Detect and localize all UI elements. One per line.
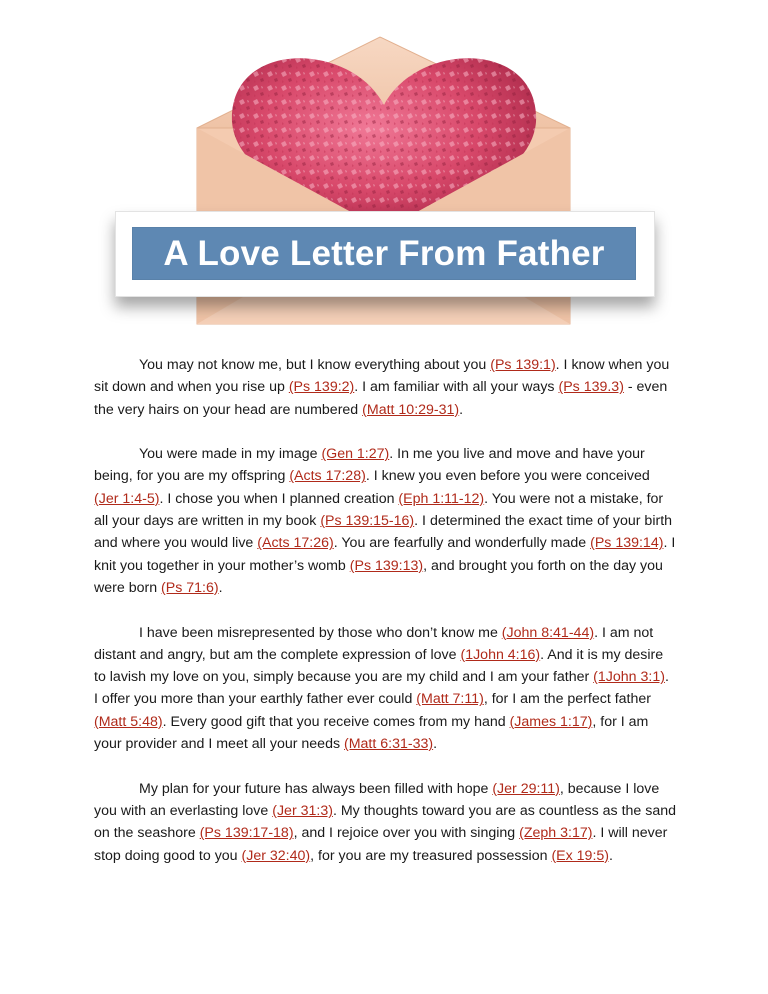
scripture-reference-link[interactable]: (Jer 32:40) bbox=[241, 847, 311, 864]
scripture-reference-link[interactable]: (Acts 17:26) bbox=[257, 535, 334, 552]
scripture-reference-link[interactable]: (Eph 1:11-12) bbox=[398, 490, 485, 507]
scripture-reference-link[interactable]: (Matt 10:29-31) bbox=[362, 401, 460, 418]
letter-text: . bbox=[433, 736, 438, 753]
letter-text: , for I am the perfect father bbox=[483, 691, 652, 708]
letter-text: . You were not a mistake, for all your days are written in my book bbox=[94, 490, 664, 530]
letter-text: - even the very hairs on your head are numbered bbox=[94, 379, 668, 418]
letter-text: . My thoughts toward you are as countless as the sand on the seashore bbox=[94, 802, 677, 842]
letter-paragraph bbox=[94, 443, 676, 599]
scripture-reference-link[interactable]: (Ps 139.3) bbox=[558, 379, 624, 396]
letter-text: . I am not distant and angry, but am the complete expression of love bbox=[94, 624, 654, 663]
letter-text: . I determined the exact time of your birth and where you would live bbox=[94, 513, 673, 552]
scripture-reference-link[interactable]: (Ps 139:14) bbox=[590, 535, 664, 552]
scripture-reference-link[interactable]: (Acts 17:28) bbox=[289, 468, 366, 485]
letter-text: . bbox=[459, 401, 464, 418]
letter-text: , and brought you forth on the day you were born bbox=[94, 557, 663, 596]
scripture-reference-link[interactable]: (Matt 5:48) bbox=[94, 713, 163, 730]
letter-body bbox=[94, 354, 676, 889]
letter-text: . bbox=[609, 847, 613, 864]
letter-text: . I am familiar with all your ways bbox=[354, 379, 559, 396]
scripture-reference-link[interactable]: (Ps 139:15-16) bbox=[320, 513, 415, 530]
scripture-reference-link[interactable]: (Matt 7:11) bbox=[416, 691, 484, 708]
letter-text: . And it is my desire to lavish my love on you, simply because you are my child and I am your father bbox=[94, 646, 664, 686]
title-banner bbox=[132, 227, 636, 280]
letter-text: You may not know me, but I know everything about you bbox=[139, 357, 491, 373]
scripture-reference-link[interactable]: (Jer 1:4-5) bbox=[94, 490, 160, 507]
letter-text: , for I am your provider and I meet all your needs bbox=[94, 713, 649, 753]
letter-text: . bbox=[218, 579, 223, 596]
scripture-reference-link[interactable]: (John 8:41-44) bbox=[501, 624, 595, 641]
letter-text: . I chose you when I planned creation bbox=[159, 490, 399, 507]
scripture-reference-link[interactable]: (Zeph 3:17) bbox=[519, 825, 593, 842]
letter-text: . I know when you sit down and when you rise up bbox=[94, 357, 670, 396]
letter-text: . In me you live and move and have your being, for you are my offspring bbox=[94, 446, 645, 485]
letter-text: My plan for your future has always been filled with hope bbox=[139, 780, 493, 797]
letter-paragraph bbox=[94, 622, 676, 756]
scripture-reference-link[interactable]: (1John 4:16) bbox=[460, 646, 541, 663]
scripture-reference-link[interactable]: (Jer 29:11) bbox=[492, 780, 560, 797]
page-title: A Love Letter From Father bbox=[163, 233, 605, 273]
letter-text: You were made in my image bbox=[139, 446, 322, 463]
scripture-reference-link[interactable]: (Ps 139:13) bbox=[349, 557, 424, 574]
scripture-reference-link[interactable]: (James 1:17) bbox=[509, 713, 593, 730]
letter-text: . I will never stop doing good to you bbox=[94, 825, 668, 864]
title-frame bbox=[115, 211, 655, 297]
letter-paragraph bbox=[94, 778, 676, 867]
letter-paragraph bbox=[94, 354, 676, 421]
scripture-reference-link[interactable]: (Ps 139:2) bbox=[288, 379, 355, 396]
scripture-reference-link[interactable]: (Jer 31:3) bbox=[272, 802, 333, 819]
letter-text: , and I rejoice over you with singing bbox=[293, 825, 520, 842]
scripture-reference-link[interactable]: (Ps 139:1) bbox=[490, 357, 556, 373]
scripture-reference-link[interactable]: (Matt 6:31-33) bbox=[344, 736, 434, 753]
letter-text: . Every good gift that you receive comes from my hand bbox=[162, 713, 510, 730]
scripture-reference-link[interactable]: (Ps 71:6) bbox=[161, 579, 219, 596]
letter-text: I have been misrepresented by those who don’t know me bbox=[139, 624, 502, 641]
scripture-reference-link[interactable]: (Ps 139:17-18) bbox=[199, 825, 294, 842]
letter-text: . I knit you together in your mother’s womb bbox=[94, 535, 676, 574]
scripture-reference-link[interactable]: (Ex 19:5) bbox=[551, 847, 609, 864]
scripture-reference-link[interactable]: (1John 3:1) bbox=[593, 669, 665, 686]
scripture-reference-link[interactable]: (Gen 1:27) bbox=[321, 446, 390, 463]
letter-text: , for you are my treasured possession bbox=[310, 847, 552, 864]
letter-text: . I offer you more than your earthly father ever could bbox=[94, 669, 669, 708]
letter-text: . You are fearfully and wonderfully made bbox=[333, 535, 591, 552]
letter-text: . I knew you even before you were conceived bbox=[365, 468, 650, 485]
letter-text: , because I love you with an everlasting love bbox=[94, 780, 660, 819]
